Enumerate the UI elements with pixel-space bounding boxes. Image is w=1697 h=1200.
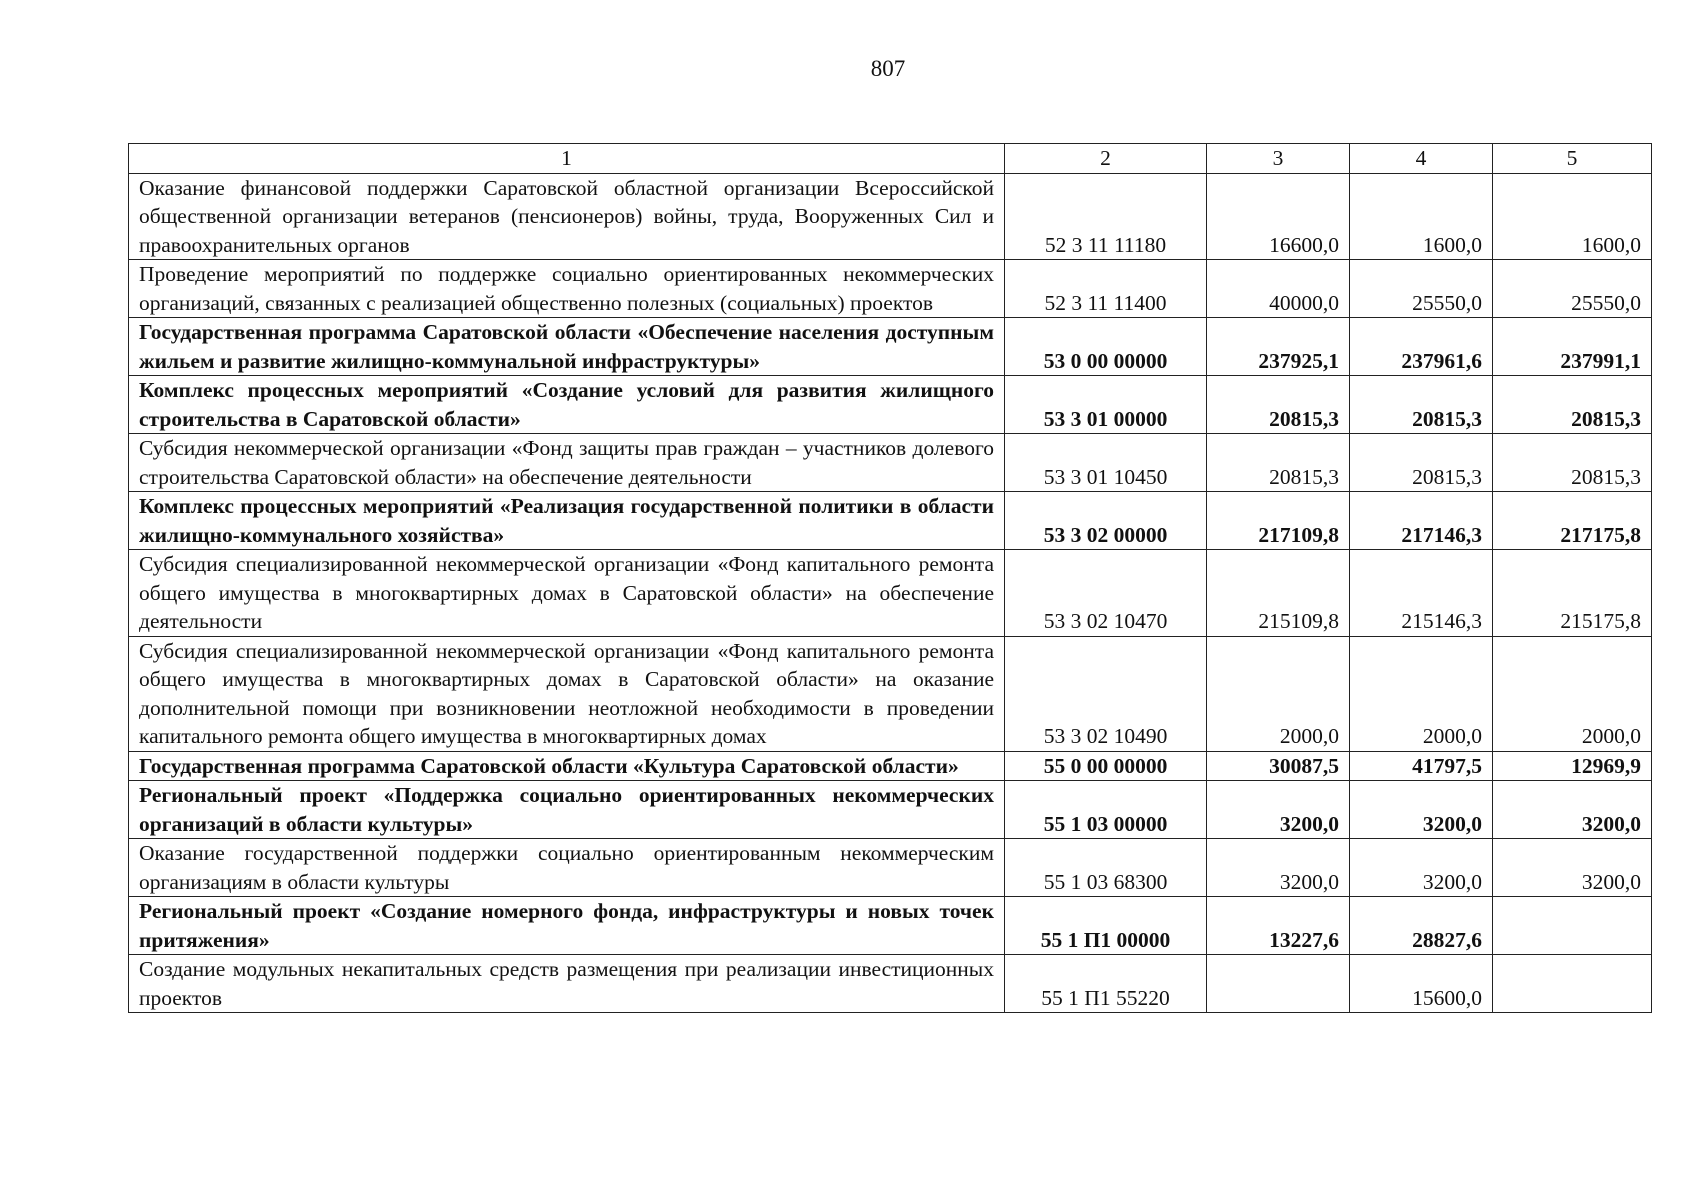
row-name: Государственная программа Саратовской области «Культура Саратовской области» [129, 751, 1005, 781]
row-value-col5 [1493, 897, 1652, 955]
row-value-col4: 3200,0 [1350, 781, 1493, 839]
row-value-col3: 20815,3 [1207, 434, 1350, 492]
row-value-col4: 28827,6 [1350, 897, 1493, 955]
row-name: Комплекс процессных мероприятий «Реализация государственной политики в области жилищно-коммунального хозяйства» [129, 492, 1005, 550]
column-header-4: 4 [1350, 144, 1493, 174]
table-row-section [129, 751, 1652, 781]
row-value-col3: 217109,8 [1207, 492, 1350, 550]
row-name: Оказание государственной поддержки социально ориентированным некоммерческим организациям в области культуры [129, 839, 1005, 897]
budget-table [128, 143, 1652, 1013]
row-value-col5 [1493, 955, 1652, 1013]
row-code: 55 1 03 00000 [1005, 781, 1207, 839]
row-value-col3: 215109,8 [1207, 550, 1350, 637]
row-value-col4: 1600,0 [1350, 173, 1493, 260]
row-value-col5: 1600,0 [1493, 173, 1652, 260]
row-code: 55 1 П1 00000 [1005, 897, 1207, 955]
row-code: 55 1 03 68300 [1005, 839, 1207, 897]
row-value-col5: 20815,3 [1493, 434, 1652, 492]
row-name: Субсидия специализированной некоммерческой организации «Фонд капитального ремонта общего имущества в многоквартирных домах в Саратовской области» на обеспечение деятельности [129, 550, 1005, 637]
row-value-col4: 237961,6 [1350, 318, 1493, 376]
column-header-1: 1 [129, 144, 1005, 174]
table-row-section [129, 897, 1652, 955]
row-value-col5: 237991,1 [1493, 318, 1652, 376]
row-name: Субсидия некоммерческой организации «Фонд защиты прав граждан – участников долевого строительства Саратовской области» на обеспечение деятельности [129, 434, 1005, 492]
page-number: 807 [870, 56, 906, 81]
row-name: Проведение мероприятий по поддержке социально ориентированных некоммерческих организаций, связанных с реализацией общественно полезных (социальных) проектов [129, 260, 1005, 318]
row-value-col3: 20815,3 [1207, 376, 1350, 434]
table-row-section [129, 376, 1652, 434]
table-row [129, 955, 1652, 1013]
row-name: Государственная программа Саратовской области «Обеспечение населения доступным жильем и развитие жилищно-коммунальной инфраструктуры» [129, 318, 1005, 376]
row-value-col3 [1207, 955, 1350, 1013]
row-name: Субсидия специализированной некоммерческой организации «Фонд капитального ремонта общего имущества в многоквартирных домах в Саратовской области» на оказание дополнительной помощи при возникновении неотложной необходимости в проведении капитального ремонта общего имущества в многоквартирных домах [129, 636, 1005, 751]
table-row [129, 550, 1652, 637]
row-name: Создание модульных некапитальных средств размещения при реализации инвестиционных проектов [129, 955, 1005, 1013]
row-value-col4: 2000,0 [1350, 636, 1493, 751]
column-header-2: 2 [1005, 144, 1207, 174]
row-value-col3: 40000,0 [1207, 260, 1350, 318]
row-value-col3: 3200,0 [1207, 781, 1350, 839]
table-row [129, 636, 1652, 751]
row-value-col5: 12969,9 [1493, 751, 1652, 781]
row-code: 53 3 02 00000 [1005, 492, 1207, 550]
column-header-5: 5 [1493, 144, 1652, 174]
table-row [129, 173, 1652, 260]
row-value-col4: 15600,0 [1350, 955, 1493, 1013]
row-code: 53 3 01 00000 [1005, 376, 1207, 434]
row-value-col4: 215146,3 [1350, 550, 1493, 637]
row-code: 53 3 01 10450 [1005, 434, 1207, 492]
row-code: 52 3 11 11180 [1005, 173, 1207, 260]
row-name: Региональный проект «Создание номерного фонда, инфраструктуры и новых точек притяжения» [129, 897, 1005, 955]
row-value-col4: 25550,0 [1350, 260, 1493, 318]
row-value-col3: 16600,0 [1207, 173, 1350, 260]
row-value-col3: 2000,0 [1207, 636, 1350, 751]
row-value-col5: 20815,3 [1493, 376, 1652, 434]
row-code: 55 1 П1 55220 [1005, 955, 1207, 1013]
table-row-section [129, 492, 1652, 550]
table-row [129, 434, 1652, 492]
row-value-col3: 237925,1 [1207, 318, 1350, 376]
row-value-col5: 215175,8 [1493, 550, 1652, 637]
row-value-col4: 20815,3 [1350, 376, 1493, 434]
table-row [129, 839, 1652, 897]
row-value-col3: 30087,5 [1207, 751, 1350, 781]
row-value-col4: 217146,3 [1350, 492, 1493, 550]
row-code: 53 0 00 00000 [1005, 318, 1207, 376]
row-code: 52 3 11 11400 [1005, 260, 1207, 318]
row-code: 53 3 02 10470 [1005, 550, 1207, 637]
column-header-3: 3 [1207, 144, 1350, 174]
row-name: Оказание финансовой поддержки Саратовской областной организации Всероссийской общественной организации ветеранов (пенсионеров) войны, труда, Вооруженных Сил и правоохранительных органов [129, 173, 1005, 260]
row-value-col5: 217175,8 [1493, 492, 1652, 550]
row-value-col3: 3200,0 [1207, 839, 1350, 897]
row-value-col5: 25550,0 [1493, 260, 1652, 318]
table-row-section [129, 781, 1652, 839]
table-row-section [129, 318, 1652, 376]
header-row [129, 144, 1652, 174]
row-code: 55 0 00 00000 [1005, 751, 1207, 781]
row-value-col3: 13227,6 [1207, 897, 1350, 955]
row-code: 53 3 02 10490 [1005, 636, 1207, 751]
row-value-col5: 2000,0 [1493, 636, 1652, 751]
table-row [129, 260, 1652, 318]
row-value-col5: 3200,0 [1493, 781, 1652, 839]
row-value-col4: 41797,5 [1350, 751, 1493, 781]
row-value-col5: 3200,0 [1493, 839, 1652, 897]
row-name: Региональный проект «Поддержка социально ориентированных некоммерческих организаций в области культуры» [129, 781, 1005, 839]
row-value-col4: 20815,3 [1350, 434, 1493, 492]
row-name: Комплекс процессных мероприятий «Создание условий для развития жилищного строительства в Саратовской области» [129, 376, 1005, 434]
row-value-col4: 3200,0 [1350, 839, 1493, 897]
